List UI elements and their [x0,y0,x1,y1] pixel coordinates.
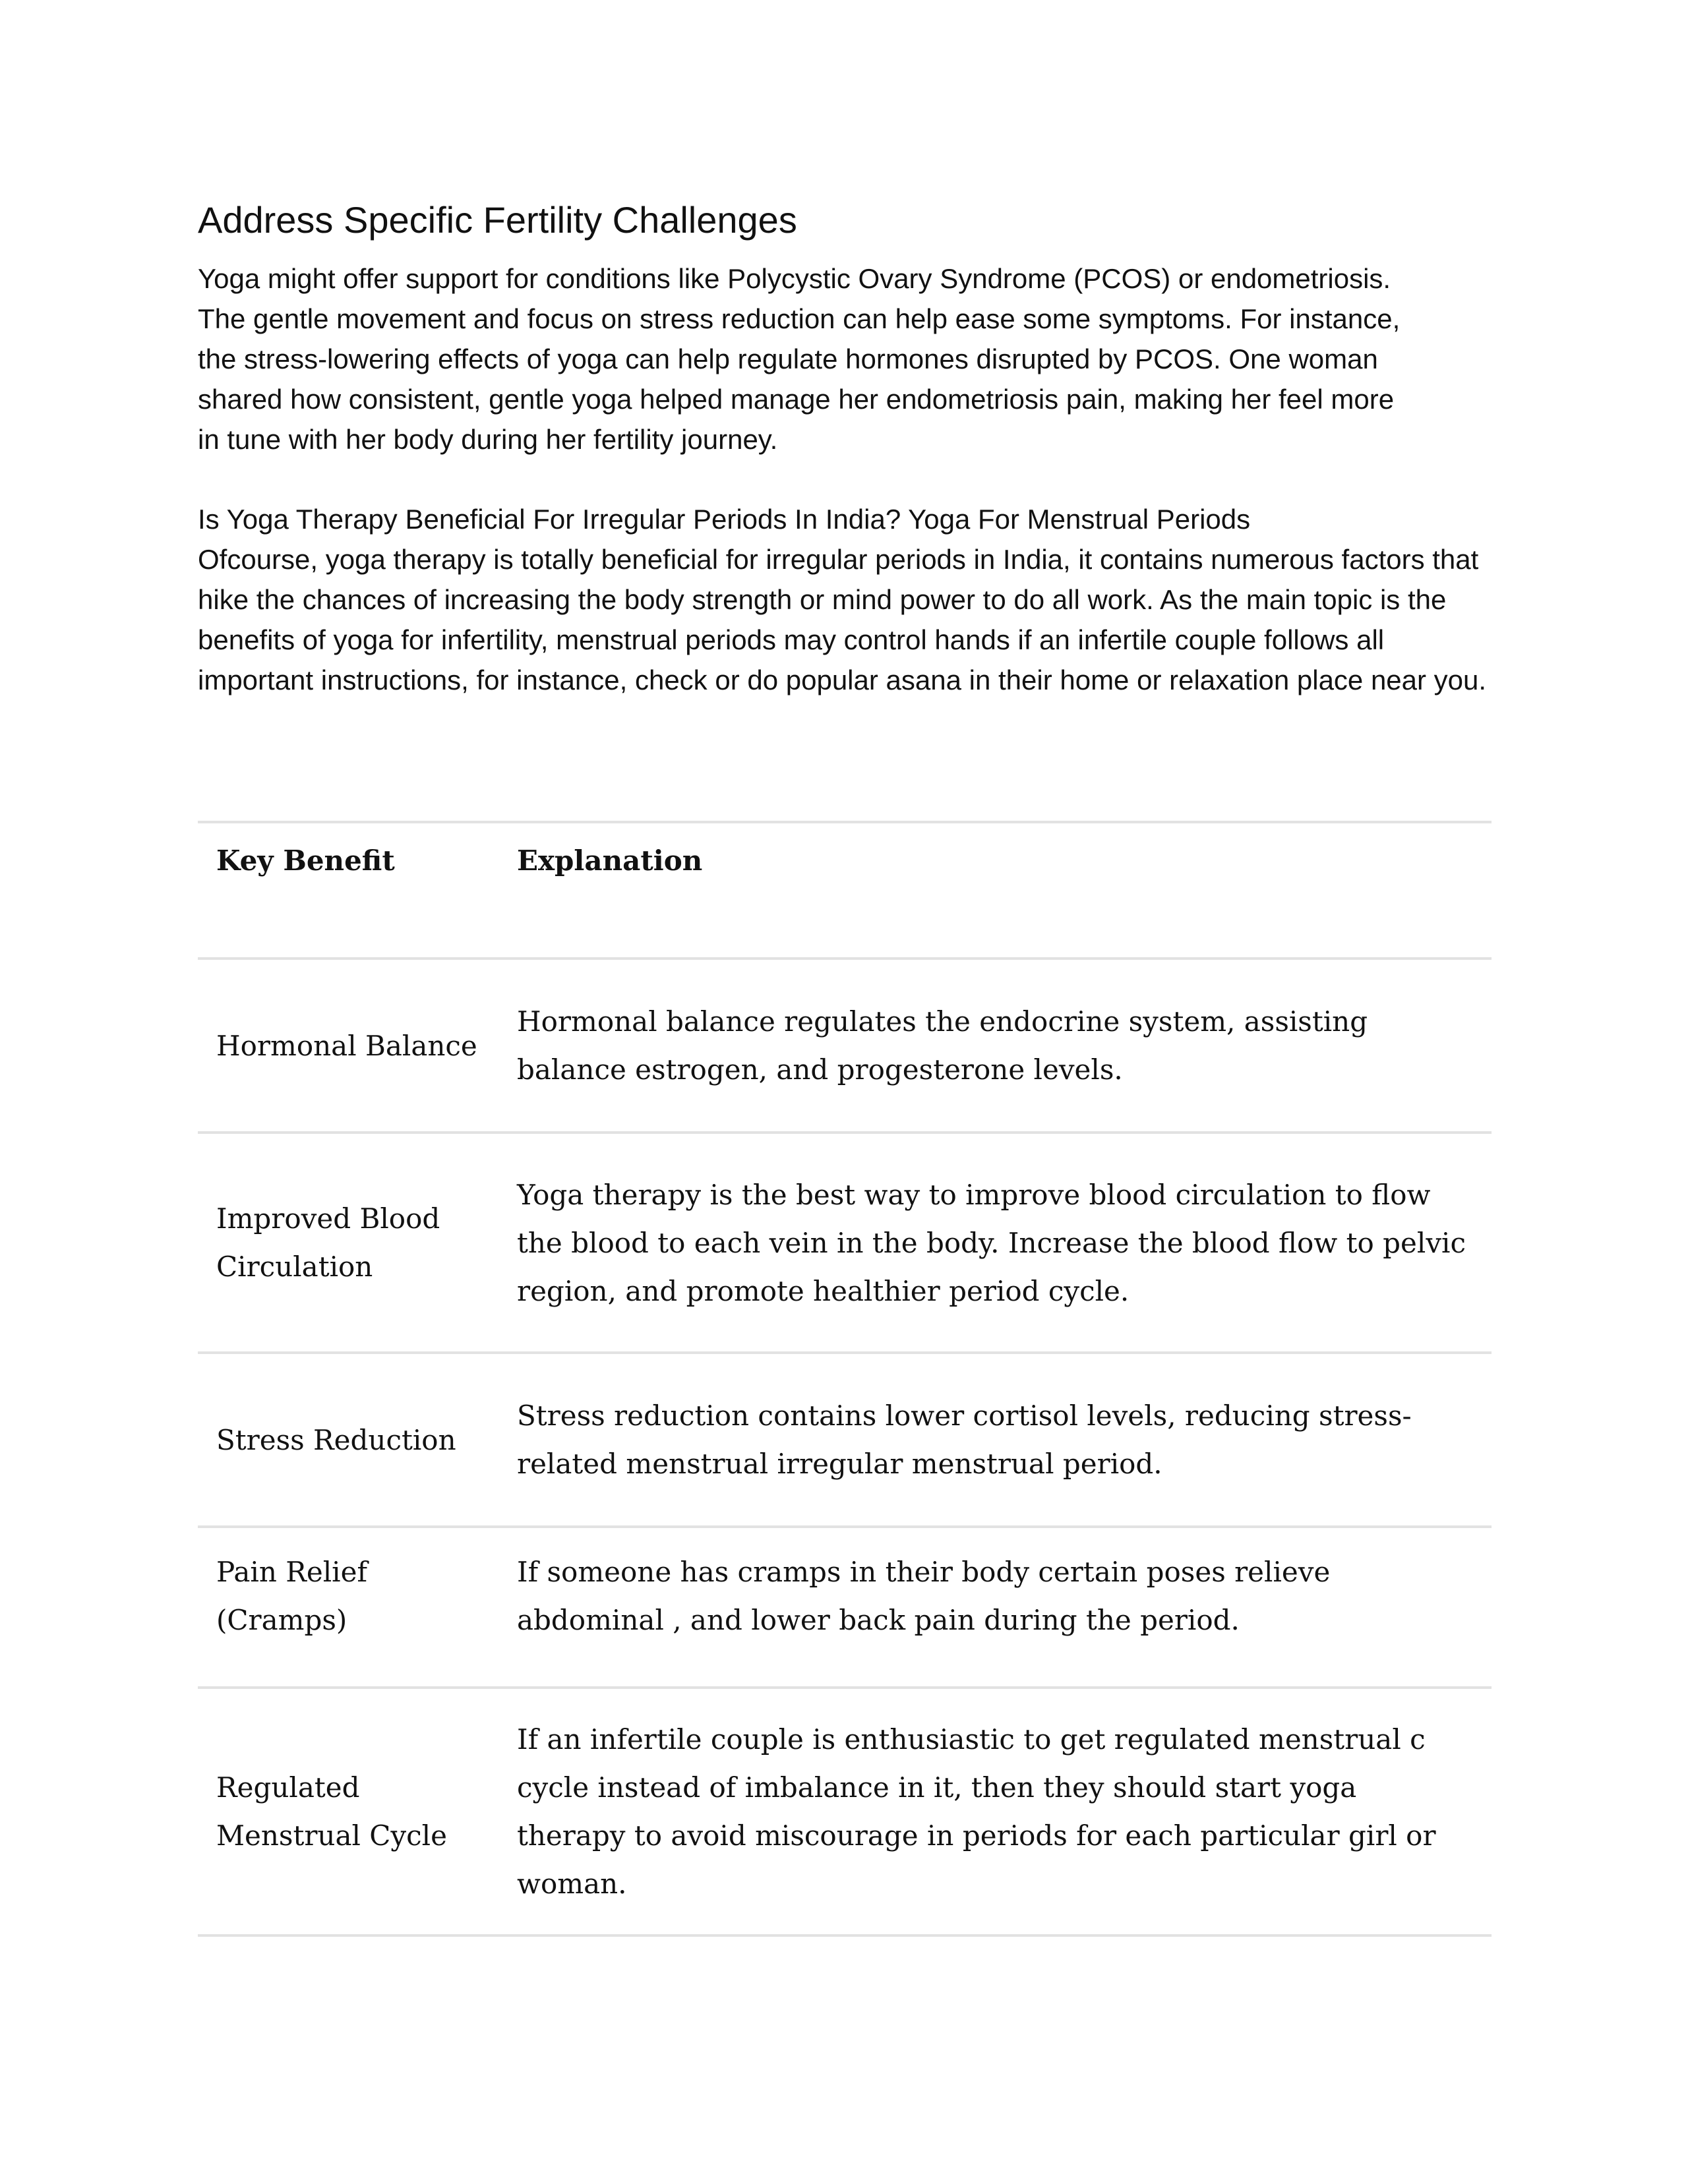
explanation-cell: Stress reduction contains lower cortisol levels, reducing stress-related menstrual irregular menstrual period. [517,1400,1412,1480]
header-explanation: Explanation [517,844,703,877]
faq-answer: Ofcourse, yoga therapy is totally beneficial for irregular periods in India, it contains numerous factors that hike the chances of increasing the body strength or mind power to do all work. As the main topic is the benefits of yoga for infertility, menstrual periods may control hands if an infertile couple follows all important instructions, for instance, check or do popular asana in their home or relaxation place near you. [198,544,1487,695]
explanation-cell: Yoga therapy is the best way to improve blood circulation to flow the blood to each vein in the body. Increase the blood flow to pelvic region, and promote healthier period cycle. [517,1178,1466,1307]
table-header-row [198,822,1492,959]
section-paragraph: Yoga might offer support for conditions like Polycystic Ovary Syndrome (PCOS) or endometriosis. The gentle movement and focus on stress reduction can help ease some symptoms. For instance, the stress-lowering effects of yoga can help regulate hormones disrupted by PCOS. One woman shared how consistent, gentle yoga helped manage her endometriosis pain, making her feel more in tune with her body during her fertility journey. [198,263,1401,455]
benefit-cell: Improved Blood Circulation [216,1202,440,1283]
section-heading: Address Specific Fertility Challenges [198,199,797,241]
explanation-cell: If someone has cramps in their body certain poses relieve abdominal , and lower back pain during the period. [517,1556,1331,1636]
table-row [198,1527,1492,1688]
benefit-cell: Pain Relief (Cramps) [216,1556,367,1636]
explanation-cell: Hormonal balance regulates the endocrine system, assisting balance estrogen, and progesterone levels. [517,1005,1368,1086]
faq-question: Is Yoga Therapy Beneficial For Irregular Periods In India? Yoga For Menstrual Periods [198,504,1251,535]
table-row [198,1353,1492,1527]
explanation-cell: If an infertile couple is enthusiastic to get regulated menstrual c cycle instead of imbalance in it, then they should start yoga therapy to avoid miscourage in periods for each particular girl or woman. [517,1723,1436,1900]
header-key-benefit: Key Benefit [216,844,395,877]
benefits-table [198,821,1492,1937]
table-row [198,1133,1492,1353]
table-row [198,1688,1492,1935]
faq-block [198,499,1490,700]
benefit-cell: Regulated Menstrual Cycle [216,1771,447,1852]
benefit-cell: Hormonal Balance [216,1029,477,1062]
benefit-cell: Stress Reduction [216,1423,456,1456]
table-row [198,959,1492,1133]
